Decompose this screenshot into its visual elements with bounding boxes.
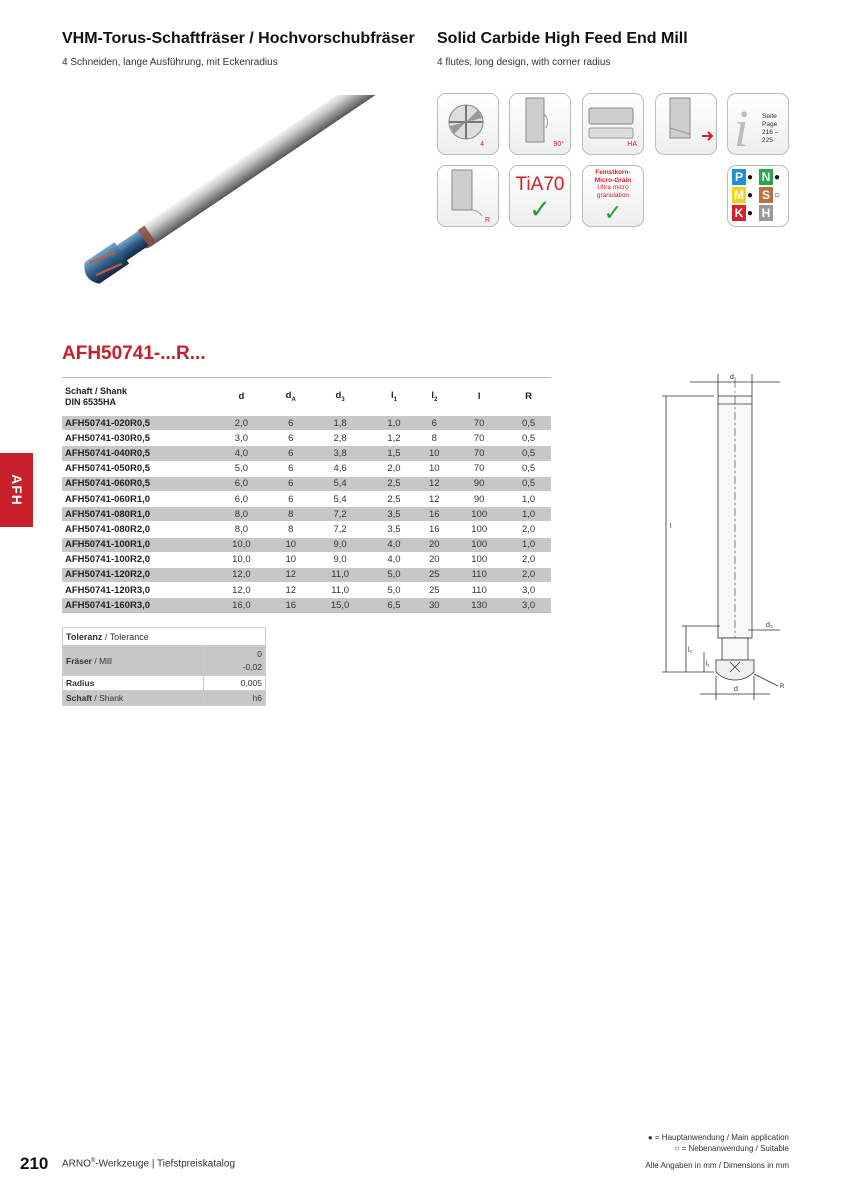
dimension-cell: 1,8: [309, 416, 372, 431]
dimension-cell: 5,0: [210, 461, 273, 476]
dimension-cell: 7,2: [309, 507, 372, 522]
dimension-cell: 5,0: [372, 567, 417, 582]
dimension-cell: 12: [416, 491, 452, 506]
dimension-cell: 3,8: [309, 446, 372, 461]
filled-circle-icon: ●: [647, 1133, 653, 1142]
dimension-cell: 2,0: [210, 416, 273, 431]
table-row: [62, 552, 551, 567]
dimension-cell: 9,0: [309, 537, 372, 552]
coating-tia70-icon: [509, 165, 571, 227]
subtitle-german: 4 Schneiden, lange Ausführung, mit Eckenradius: [62, 57, 278, 68]
shank-ha-icon: [582, 93, 644, 155]
flutes-count-label: 4: [480, 141, 484, 148]
corner-radius-icon: [437, 165, 499, 227]
table-row: [62, 537, 551, 552]
dimension-cell: 6: [273, 431, 309, 446]
article-number-cell: AFH50741-080R2,0: [62, 522, 210, 537]
tolerance-header: Toleranz / Tolerance: [63, 628, 266, 646]
dimension-cell: 2,5: [372, 476, 417, 491]
dimension-cell: 10: [273, 537, 309, 552]
tolerance-shank-label: Schaft / Shank: [63, 691, 204, 706]
dimension-cell: 100: [452, 507, 506, 522]
dimension-cell: 6: [273, 491, 309, 506]
dimension-cell: 4,0: [210, 446, 273, 461]
dimension-cell: 1,0: [372, 416, 417, 431]
dim-label-d: d: [734, 686, 738, 693]
empty-circle-icon: ○: [674, 1144, 680, 1153]
dimension-cell: 5,0: [372, 583, 417, 598]
dimension-cell: 25: [416, 567, 452, 582]
dimension-cell: 0,5: [506, 431, 551, 446]
dimension-cell: 3,0: [210, 431, 273, 446]
technical-drawing: [650, 368, 800, 708]
article-number-cell: AFH50741-120R2,0: [62, 567, 210, 582]
column-header: R: [506, 378, 551, 416]
dimension-cell: 8,0: [210, 522, 273, 537]
product-code-heading: AFH50741-...R...: [62, 343, 206, 364]
dimension-cell: 16: [273, 598, 309, 613]
table-row: [62, 416, 551, 431]
dimension-cell: 6: [273, 461, 309, 476]
svg-text:i: i: [734, 101, 749, 155]
page-title-german: VHM-Torus-Schaftfräser / Hochvorschubfräser: [62, 30, 415, 47]
dimension-cell: 8,0: [210, 507, 273, 522]
table-row: [62, 476, 551, 491]
dim-label-l: l: [670, 523, 672, 530]
tolerance-radius-label: Radius: [63, 676, 204, 691]
dimension-cell: 6,0: [210, 491, 273, 506]
material-group-m: M ●: [734, 188, 754, 202]
page-title-english: Solid Carbide High Feed End Mill: [437, 30, 688, 47]
tolerance-mill-label: Fräser / Mill: [63, 646, 204, 676]
dimension-cell: 12: [416, 476, 452, 491]
material-group-n: N ●: [759, 169, 786, 185]
dimension-cell: 2,0: [506, 567, 551, 582]
dimension-cell: 70: [452, 461, 506, 476]
article-number-cell: AFH50741-100R2,0: [62, 552, 210, 567]
column-header: $d_3$: [309, 378, 372, 416]
cooling-direction-icon: [655, 93, 717, 155]
dimension-cell: 10: [416, 446, 452, 461]
table-row: [62, 522, 551, 537]
tolerance-radius-value: 0,005: [203, 676, 265, 691]
dimension-cell: 10: [416, 461, 452, 476]
dimension-cell: 20: [416, 552, 452, 567]
dimension-table: [62, 377, 551, 613]
dimension-cell: 130: [452, 598, 506, 613]
material-group-h: H: [759, 205, 786, 221]
dimension-cell: 8: [273, 507, 309, 522]
info-page-range: 216 – 225: [762, 129, 779, 144]
dimension-cell: 8: [273, 522, 309, 537]
tolerance-shank-value: h6: [203, 691, 265, 706]
dim-label-d3: d₃: [766, 622, 773, 629]
dimension-cell: 25: [416, 583, 452, 598]
dimension-cell: 11,0: [309, 567, 372, 582]
dimension-cell: 30: [416, 598, 452, 613]
dimension-cell: 12: [273, 567, 309, 582]
dimension-cell: 20: [416, 537, 452, 552]
column-header: $l_2$: [416, 378, 452, 416]
dimension-cell: 0,5: [506, 461, 551, 476]
dimension-cell: 6,5: [372, 598, 417, 613]
dimension-cell: 100: [452, 522, 506, 537]
dim-label-d1: d₁: [730, 374, 737, 381]
dimension-cell: 0,5: [506, 476, 551, 491]
dimension-cell: 16: [416, 507, 452, 522]
grain-label-de: Feinstkorn-: [595, 169, 631, 176]
shank-type-label: HA: [627, 141, 637, 148]
dimension-cell: 4,6: [309, 461, 372, 476]
dimension-cell: 15,0: [309, 598, 372, 613]
radius-label: R: [484, 217, 490, 224]
dimension-cell: 5,4: [309, 491, 372, 506]
dimension-cell: 110: [452, 567, 506, 582]
dimension-cell: 110: [452, 583, 506, 598]
table-row: [62, 507, 551, 522]
dimension-cell: 6: [416, 416, 452, 431]
dimension-cell: 1,5: [372, 446, 417, 461]
dimension-cell: 0,5: [506, 416, 551, 431]
dimension-cell: 70: [452, 431, 506, 446]
column-header: l: [452, 378, 506, 416]
table-row: [62, 461, 551, 476]
table-row: [62, 431, 551, 446]
dimension-cell: 4,0: [372, 552, 417, 567]
dimension-cell: 6: [273, 476, 309, 491]
dimension-cell: 1,0: [506, 537, 551, 552]
end-mill-product-image: [40, 95, 400, 305]
grain-label-en3: granulation: [596, 191, 630, 199]
article-number-cell: AFH50741-040R0,5: [62, 446, 210, 461]
coating-label: TiA70: [515, 174, 565, 195]
info-page-label: Seite Page: [762, 113, 778, 128]
article-number-cell: AFH50741-060R0,5: [62, 476, 210, 491]
article-number-cell: AFH50741-080R1,0: [62, 507, 210, 522]
column-header: $d_A$: [273, 378, 309, 416]
material-group-p: P ●: [732, 169, 759, 185]
dimension-cell: 90: [452, 491, 506, 506]
dimension-cell: 6: [273, 416, 309, 431]
dimension-cell: 100: [452, 552, 506, 567]
dim-label-r: R: [780, 684, 785, 690]
footer-brand: ARNO®-Werkzeuge | Tiefstpreiskatalog: [62, 1158, 236, 1170]
dimension-cell: 1,0: [506, 491, 551, 506]
dimension-cell: 3,5: [372, 522, 417, 537]
column-header: $l_1$: [372, 378, 417, 416]
checkmark-icon: ✓: [529, 194, 551, 224]
dimension-cell: 1,2: [372, 431, 417, 446]
dim-label-l1: l₁: [706, 661, 710, 668]
section-side-tab: [0, 453, 33, 527]
table-row: [62, 491, 551, 506]
article-number-cell: AFH50741-030R0,5: [62, 431, 210, 446]
article-number-cell: AFH50741-100R1,0: [62, 537, 210, 552]
section-side-tab-label: AFH: [8, 474, 25, 506]
material-group-s: S ○: [759, 187, 786, 203]
angle-label: 90°: [553, 141, 564, 148]
dimension-cell: 11,0: [309, 583, 372, 598]
checkmark-icon: ✓: [603, 200, 623, 225]
grain-label-en2: Ultra micro: [597, 184, 629, 191]
dimension-cell: 16: [416, 522, 452, 537]
application-legend: [648, 1132, 789, 1154]
table-row: [62, 583, 551, 598]
dimension-cell: 70: [452, 446, 506, 461]
dimension-cell: 3,0: [506, 598, 551, 613]
dimension-cell: 0,5: [506, 446, 551, 461]
article-number-cell: AFH50741-160R3,0: [62, 598, 210, 613]
tolerance-mill-value: 0 -0,02: [203, 646, 265, 676]
dimension-cell: 100: [452, 537, 506, 552]
legend-suitable-text: = Nebenanwendung / Suitable: [681, 1144, 789, 1153]
legend-main-text: = Hauptanwendung / Main application: [654, 1133, 789, 1142]
dimension-cell: 4,0: [372, 537, 417, 552]
dimension-cell: 6,0: [210, 476, 273, 491]
dimension-cell: 70: [452, 416, 506, 431]
dimension-cell: 2,8: [309, 431, 372, 446]
dimension-cell: 12,0: [210, 567, 273, 582]
footer-dimensions-note: Alle Angaben in mm / Dimensions in mm: [645, 1161, 789, 1170]
material-group-k: K ●: [732, 205, 759, 221]
dimension-cell: 10,0: [210, 537, 273, 552]
shank-column-header: Schaft / Shank DIN 6535HA: [62, 378, 210, 416]
flutes-icon: [437, 93, 499, 155]
dimension-cell: 12: [273, 583, 309, 598]
dimension-cell: 1,0: [506, 507, 551, 522]
dimension-cell: 9,0: [309, 552, 372, 567]
dimension-cell: 2,5: [372, 491, 417, 506]
grain-label-en: Micro-Grain: [594, 176, 632, 184]
info-page-icon: [727, 93, 789, 155]
dimension-cell: 5,4: [309, 476, 372, 491]
dimension-cell: 8: [416, 431, 452, 446]
article-number-cell: AFH50741-060R1,0: [62, 491, 210, 506]
dimension-cell: 3,0: [506, 583, 551, 598]
dimension-cell: 2,0: [506, 522, 551, 537]
dim-label-l2: l₂: [688, 647, 693, 654]
dimension-cell: 2,0: [372, 461, 417, 476]
table-row: [62, 567, 551, 582]
dimension-cell: 7,2: [309, 522, 372, 537]
micro-grain-icon: [582, 165, 644, 227]
dimension-cell: 90: [452, 476, 506, 491]
column-header: d: [210, 378, 273, 416]
dimension-cell: 2,0: [506, 552, 551, 567]
dimension-cell: 6: [273, 446, 309, 461]
table-row: [62, 446, 551, 461]
dimension-cell: 10: [273, 552, 309, 567]
article-number-cell: AFH50741-050R0,5: [62, 461, 210, 476]
helix-angle-icon: [509, 93, 571, 155]
article-number-cell: AFH50741-120R3,0: [62, 583, 210, 598]
dimension-cell: 10,0: [210, 552, 273, 567]
material-grid-icon: [727, 165, 789, 227]
dimension-cell: 12,0: [210, 583, 273, 598]
article-number-cell: AFH50741-020R0,5: [62, 416, 210, 431]
dimension-cell: 3,5: [372, 507, 417, 522]
tolerance-table: [62, 627, 266, 706]
table-row: [62, 598, 551, 613]
dimension-cell: 16,0: [210, 598, 273, 613]
subtitle-english: 4 flutes, long design, with corner radius: [437, 57, 611, 68]
page-number: 210: [20, 1154, 49, 1173]
